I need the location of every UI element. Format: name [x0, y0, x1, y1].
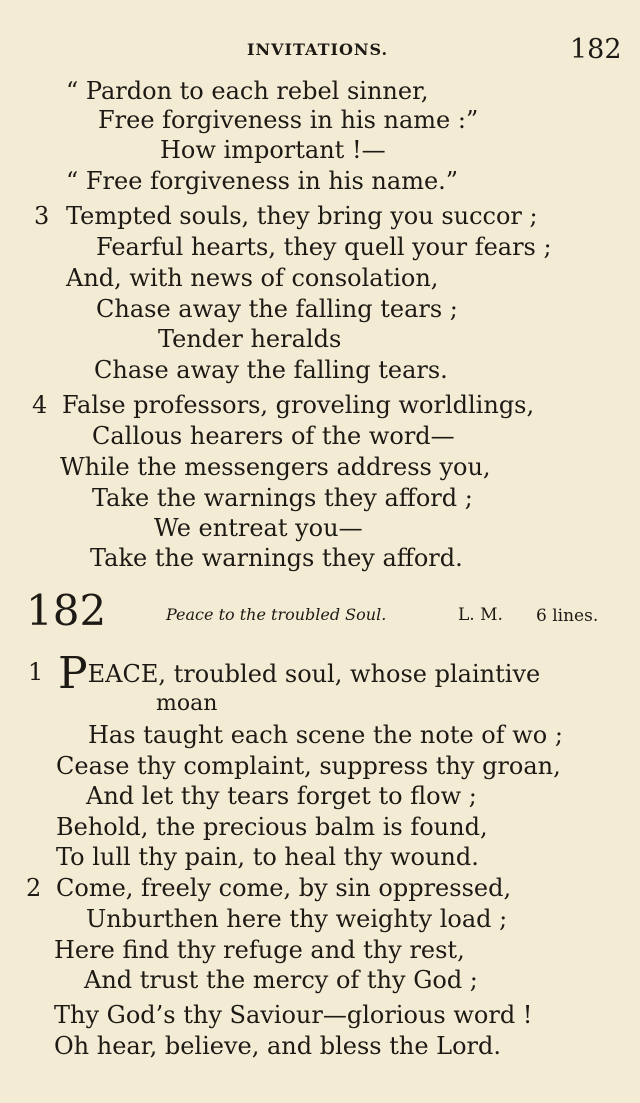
verse-line: Chase away the falling tears.	[94, 356, 448, 384]
verse-line: “ Pardon to each rebel sinner,	[66, 77, 429, 105]
hymn-subtitle: Peace to the troubled Soul.	[166, 605, 387, 624]
first-word-rest: EACE,	[87, 660, 166, 688]
verse-line: Behold, the precious balm is found,	[56, 813, 488, 841]
verse-line: We entreat you—	[154, 514, 363, 542]
verse-line: Here find thy refuge and thy rest,	[54, 936, 465, 964]
verse-line: Unburthen here thy weighty load ;	[86, 905, 508, 933]
first-line-rest: troubled soul, whose plaintive	[173, 660, 541, 688]
verse-line: Oh hear, believe, and bless the Lord.	[54, 1032, 502, 1060]
hymn-header	[0, 588, 640, 638]
verse-line: And let thy tears forget to flow ;	[86, 782, 477, 810]
hymn-lines-note: 6 lines.	[536, 606, 599, 626]
verse-line: And, with news of consolation,	[66, 264, 439, 292]
verse-line: Chase away the falling tears ;	[96, 295, 458, 323]
page-number: 182	[570, 34, 622, 65]
verse-line: Free forgiveness in his name :”	[98, 106, 479, 134]
verse-number: 3	[34, 202, 50, 230]
verse-number: 4	[32, 391, 48, 419]
verse-line: Thy God’s thy Saviour—glorious word !	[54, 1001, 533, 1029]
verse-number: 2	[26, 874, 42, 902]
verse-line: False professors, groveling worldlings,	[62, 391, 535, 419]
hymn-meter: L. M.	[458, 605, 503, 625]
verse-line: Callous hearers of the word—	[92, 422, 455, 450]
verse-line: Tender heralds	[158, 325, 342, 353]
verse-line: “ Free forgiveness in his name.”	[66, 167, 459, 195]
verse-line: To lull thy pain, to heal thy wound.	[56, 843, 479, 871]
running-title: INVITATIONS.	[247, 40, 389, 59]
verse-line: While the messengers address you,	[60, 453, 491, 481]
verse-line: Cease thy complaint, suppress thy groan,	[56, 752, 561, 780]
running-head	[0, 34, 640, 70]
drop-cap: P	[58, 648, 88, 699]
verse-line: Has taught each scene the note of wo ;	[88, 721, 563, 749]
verse-line: Take the warnings they afford ;	[92, 484, 473, 512]
hymn-number: 182	[26, 586, 107, 635]
verse-line: And trust the mercy of thy God ;	[84, 966, 478, 994]
verse-line: Take the warnings they afford.	[90, 544, 463, 572]
verse-number: 1	[28, 658, 44, 686]
verse-line: Fearful hearts, they quell your fears ;	[96, 233, 552, 261]
verse-line: Tempted souls, they bring you succor ;	[66, 202, 538, 230]
verse-line: How important !—	[160, 136, 386, 164]
verse-runover: moan	[156, 691, 218, 716]
verse-line: Come, freely come, by sin oppressed,	[56, 874, 512, 902]
verse-first-line	[58, 648, 541, 699]
